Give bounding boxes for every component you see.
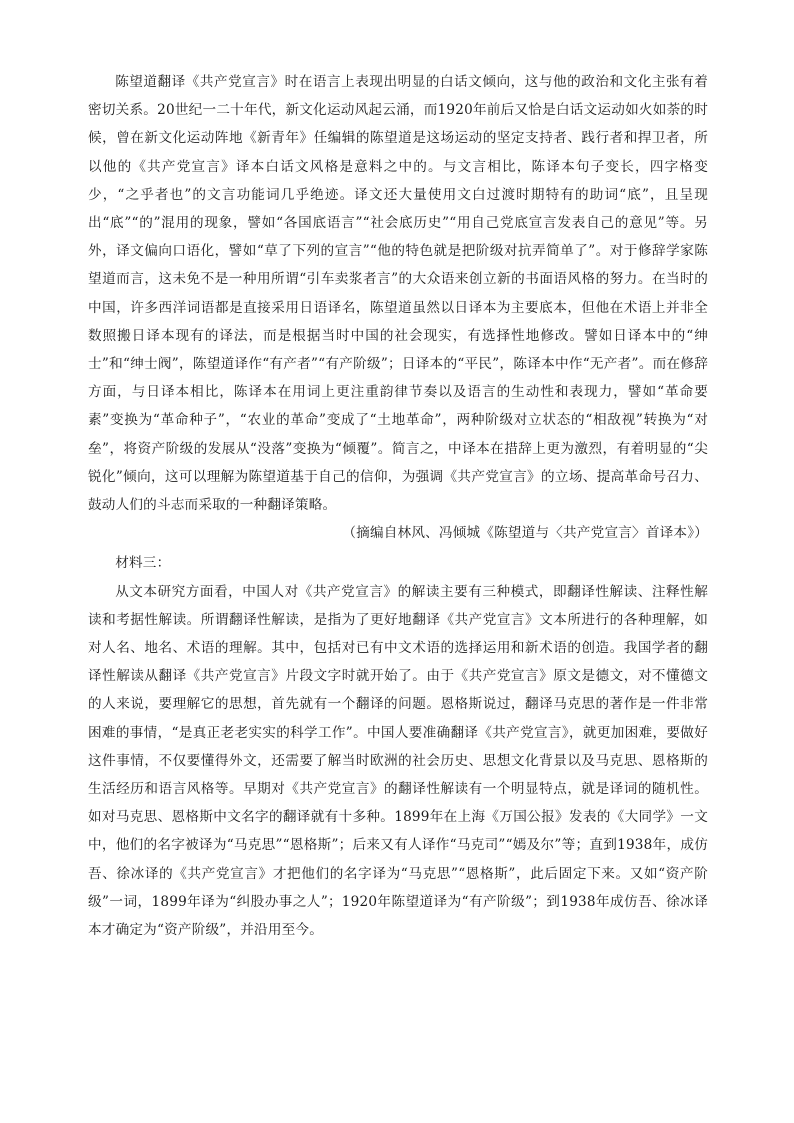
paragraph-translation-style: 陈望道翻译《共产党宣言》时在语言上表现出明显的白话文倾向，这与他的政治和文化主张有着密切关系。20世纪一二十年代，新文化运动风起云涌，而1920年前后又恰是白话文运动如火如荼的时候，曾在新文化运动阵地《新青年》任编辑的陈望道是这场运动的坚定支持者、践行者和捍卫者，所以他的《共产党宣言》译本白话文风格是意料之中的。与文言相比，陈译本句子变长，四字格变少，“之乎者也”的文言功能词几乎绝迹。译文还大量使用文白过渡时期特有的助词“底”，且呈现出“底”“的”混用的现象，譬如“各国底语言”“社会底历史”“用自己党底宣言发表自己的意见”等。另外，译文偏向口语化，譬如“草了下列的宣言”“他的特色就是把阶级对抗弄简单了”。对于修辞学家陈望道而言，这未免不是一种用所谓“引车卖浆者言”的大众语来创立新的书面语风格的努力。在当时的中国，许多西洋词语都是直接采用日语译名，陈望道虽然以日译本为主要底本，但他在术语上并非全数照搬日译本现有的译法，而是根据当时中国的社会现实，有选择性地修改。譬如日译本中的“绅士”和“绅士阀”，陈望道译作“有产者”“有产阶级”；日译本的“平民”，陈译本中作“无产者”。而在修辞方面，与日译本相比，陈译本在用词上更注重韵律节奏以及语言的生动性和表现力，譬如“革命要素”变换为“革命种子”，“农业的革命”变成了“土地革命”，两种阶级对立状态的“相敌视”转换为“对垒”，将资产阶级的发展从“没落”变换为“倾覆”。简言之，中译本在措辞上更为激烈，有着明显的“尖锐化”倾向，这可以理解为陈望道基于自己的信仰，为强调《共产党宣言》的立场、提高革命号召力、鼓动人们的斗志而采取的一种翻译策略。 bbox=[88, 74, 708, 514]
paragraph-text-research: 从文本研究方面看，中国人对《共产党宣言》的解读主要有三种模式，即翻译性解读、注释性解读和考据性解读。所谓翻译性解读，是指为了更好地翻译《共产党宣言》文本所进行的各种理解，如对人名、地名、术语的理解。其中，包括对已有中文术语的选择运用和新术语的创造。我国学者的翻译性解读从翻译《共产党宣言》片段文字时就开始了。由于《共产党宣言》原文是德文，对不懂德文的人来说，要理解它的思想，首先就有一个翻译的问题。恩格斯说过，翻译马克思的著作是一件非常困难的事情，“是真正老老实实的科学工作”。中国人要准确翻译《共产党宣言》，就更加困难，要做好这件事情，不仅要懂得外文，还需要了解当时欧洲的社会历史、思想文化背景以及马克思、恩格斯的生活经历和语言风格等。早期对《共产党宣言》的翻译性解读有一个明显特点，就是译词的随机性。如对马克思、恩格斯中文名字的翻译就有十多种。1899年在上海《万国公报》发表的《大同学》一文中，他们的名字被译为“马克思”“恩格斯”；后来又有人译作“马克司”“嫣及尔”等；直到1938年，成仿吾、徐冰译的《共产党宣言》才把他们的名字译为“马克思”“恩格斯”，此后固定下来。又如“资产阶级”一词，1899年译为“纠股办事之人”；1920年陈望道译为“有产阶级”；到1938年成仿吾、徐冰译本才确定为“资产阶级”，并沿用至今。 bbox=[88, 583, 708, 939]
document-body bbox=[88, 68, 708, 944]
source-citation: （摘编自林风、冯倾城《陈望道与〈共产党宣言〉首译本》） bbox=[342, 525, 708, 542]
material-label: 材料三： bbox=[115, 555, 171, 572]
